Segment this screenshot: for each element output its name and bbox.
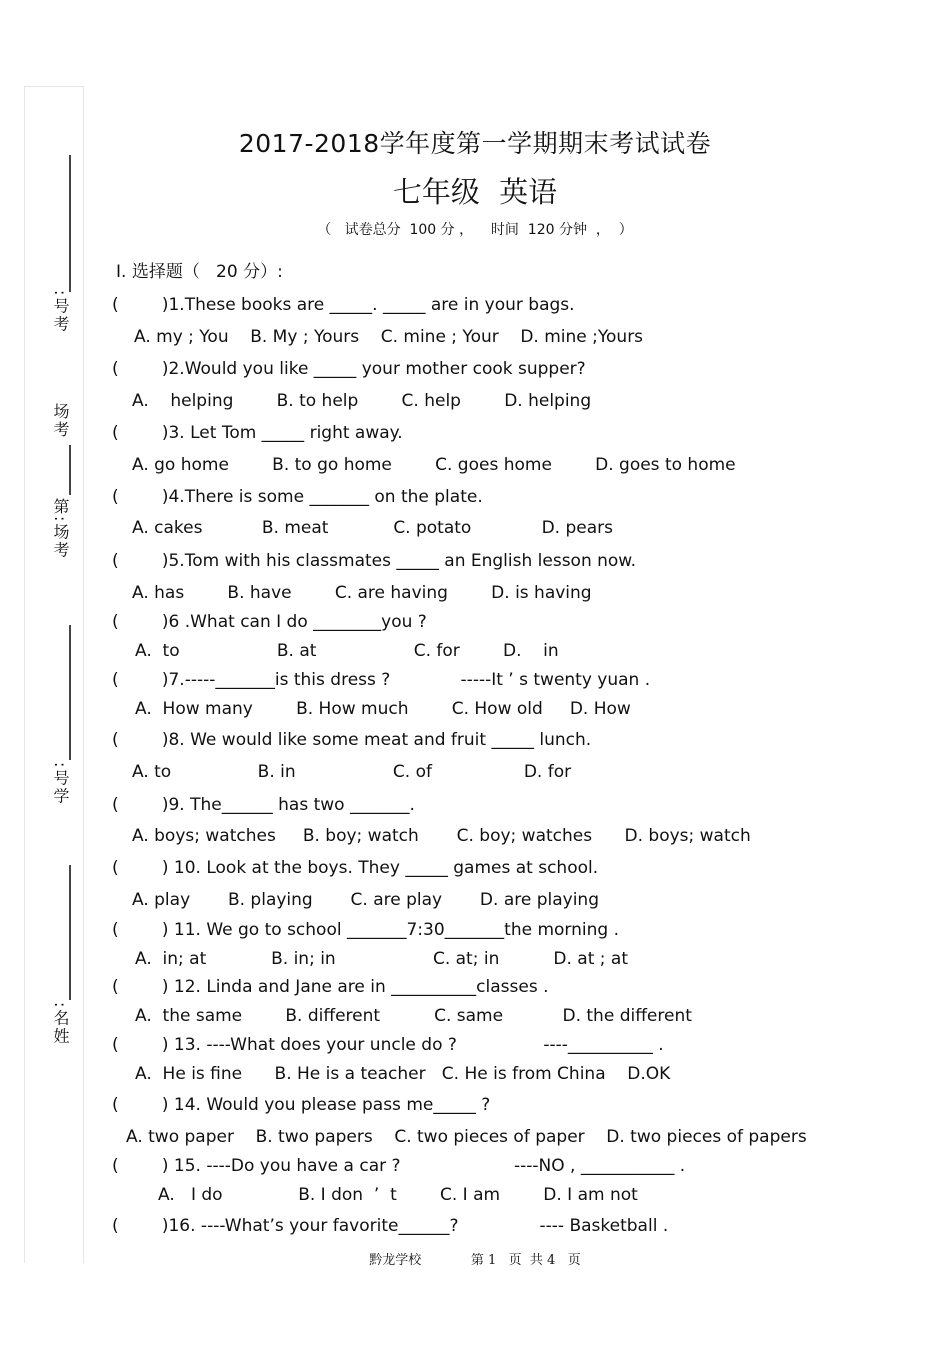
binding-line [69,865,71,1000]
question-options: A. to B. in C. of D. for [132,762,572,782]
question-stem: ( )1.These books are _____. _____ are in your bags. [112,295,575,315]
question-options: A. to B. at C. for D. in [135,641,559,661]
question-options: A. boys; watches B. boy; watch C. boy; watches D. boys; watch [132,826,751,846]
question-options: A. in; at B. in; in C. at; in D. at ; at [135,949,628,969]
question-stem: ( ) 12. Linda and Jane are in __________classes . [112,977,549,997]
exam-room-label: 场考 [51,403,70,439]
question-stem: ( )3. Let Tom _____ right away. [112,423,403,443]
question-stem: ( )8. We would like some meat and fruit _____ lunch. [112,730,592,750]
question-stem: ( )7.-----_______is this dress ? -----It ’ s twenty yuan . [112,670,651,690]
page-footer: 黔龙学校 第 1 页 共 4 页 [369,1253,581,1268]
room-number-label: 第:场考 [51,498,70,560]
question-stem: ( )4.There is some _______ on the plate. [112,487,483,507]
question-stem: ( ) 10. Look at the boys. They _____ games at school. [112,858,599,878]
question-stem: ( ) 15. ----Do you have a car ? ----NO , ___________ . [112,1156,686,1176]
question-stem: ( )5.Tom with his classmates _____ an English lesson now. [112,551,637,571]
question-options: A. my ; You B. My ; Yours C. mine ; Your D. mine ;Yours [134,327,644,347]
question-stem: ( )16. ----What’s your favorite______? ---- Basketball . [112,1216,669,1236]
binding-line [69,445,71,495]
question-options: A. two paper B. two papers C. two pieces of paper D. two pieces of papers [126,1127,807,1147]
question-options: A. has B. have C. are having D. is having [132,583,592,603]
question-options: A. cakes B. meat C. potato D. pears [132,518,613,538]
binding-line [69,625,71,760]
question-options: A. How many B. How much C. How old D. How [135,699,631,719]
name-label: :名姓 [51,1002,70,1046]
exam-info: （ 试卷总分 100 分 ， 时间 120 分钟 ， ） [317,222,633,238]
question-options: A. play B. playing C. are play D. are playing [132,890,600,910]
question-options: A. I do B. I don ’ t C. I am D. I am not [158,1185,638,1205]
question-stem: ( )9. The______ has two _______. [112,795,415,815]
page-subtitle: 七年级 英语 [392,175,558,209]
page-title: 2017-2018学年度第一学期期末考试试卷 [238,129,712,158]
question-stem: ( ) 14. Would you please pass me_____ ? [112,1095,491,1115]
question-stem: ( )6 .What can I do ________you ? [112,612,427,632]
student-number-label: :号学 [51,762,70,806]
question-stem: ( )2.Would you like _____ your mother cook supper? [112,359,586,379]
section-title: Ⅰ. 选择题（ 20 分）: [116,262,283,282]
question-options: A. helping B. to help C. help D. helping [132,391,592,411]
question-options: A. go home B. to go home C. goes home D. goes to home [132,455,736,475]
question-stem: ( ) 13. ----What does your uncle do ? ----__________ . [112,1035,664,1055]
question-stem: ( ) 11. We go to school _______7:30_______the morning . [112,920,619,940]
question-options: A. the same B. different C. same D. the different [135,1006,692,1026]
binding-strip [24,86,84,1263]
question-options: A. He is fine B. He is a teacher C. He is from China D.OK [135,1064,671,1084]
exam-number-label: :号考 [51,290,70,334]
